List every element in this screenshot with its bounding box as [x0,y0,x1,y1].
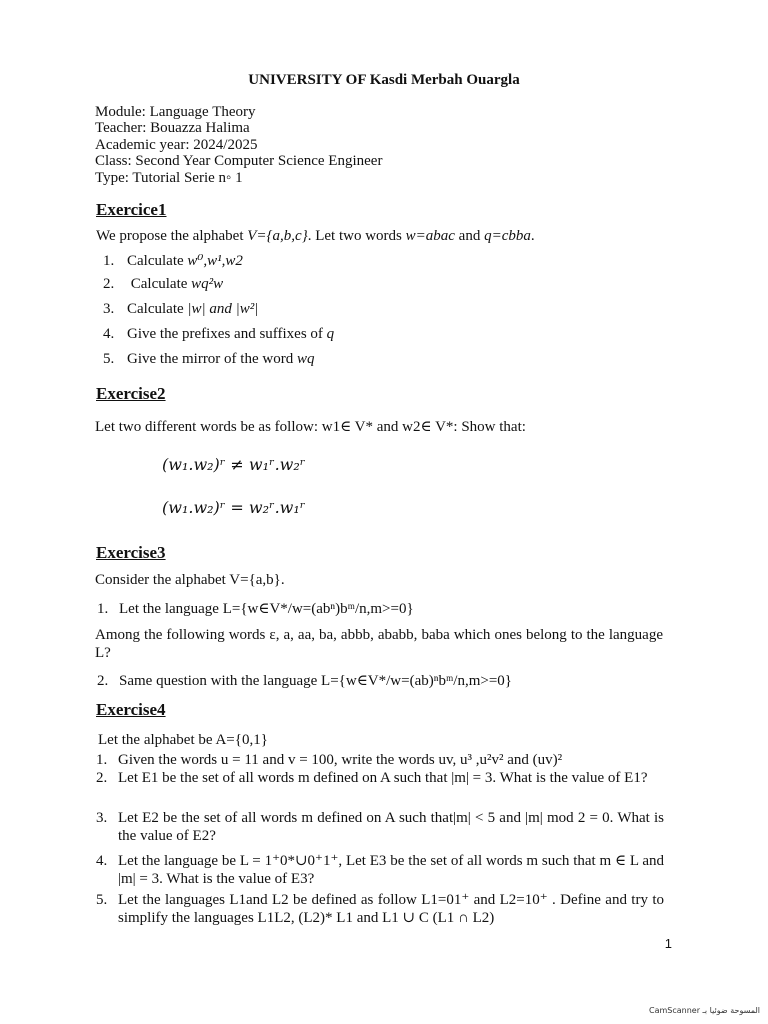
exercise1-item-5: 5. Give the mirror of the word wq [103,351,315,367]
exercise1-item-3: 3. Calculate |w| and |w²| [103,301,259,317]
document-page: UNIVERSITY OF Kasdi Merbah Ouargla Module: Language Theory Teacher: Bouazza Halima Academic year: 2024/2025 Class: Second Year Computer Science Engineer Type: Tutorial Serie n◦ 1 Exercice1 We propose the alphabet V={a,b,c}. Let two words w=abac and q=cbba. 1. Calculate w⁰,w¹,w2 2. Calculate wq²w 3. Calculate |w| and |w²| 4. Give the prefixes and suffixes of q 5. Give the mirror of the word wq Exercise2 Let two different words be as follow: w1∈ V* and w2∈ V*: Show that: (w₁.w₂)ʳ ≠ w₁ʳ.w₂ʳ (w₁.w₂)ʳ = w₂ʳ.w₁ʳ Exercise3 Consider the alphabet V={a,b}. 1. Let the language L={w∈V*/w=(abⁿ)bᵐ/n,m>=0} Among the following words ε, a, aa, ba, abbb, ababb, baba which ones belong to the language L? 2. Same question with the language L={w∈V*/w=(ab)ⁿbᵐ/n,m>=0} Exercise4 Let the alphabet be A={0,1} 1. Given the words u = 11 and v = 100, write the words uv, u³ ,u²v² and (uv)² 2. Let E1 be the set of all words m defined on A such that |m| = 3. What is the value of E1? 3. Let E2 be the set of all words m defined on A such that|m| < 5 and |m| mod 2 = 0. What is the value of E2? 4. Let the language be L = 1⁺0*∪0⁺1⁺, Let E3 be the set of all words m such that m ∈ L and |m| = 3. What is the value of E3? 5. Let the languages L1and L2 be defined as follow L1=01⁺ and L2=10⁺ . Define and try to simplify the languages L1L2, (L2)* L1 and L1 ∪ C (L1 ∩ L2) 1 CamScanner المسوحة ضوئيا بـ [0,0,768,1024]
module-line: Module: Language Theory [95,104,256,120]
exercise1-item-1: 1. Calculate w⁰,w¹,w2 [103,253,243,269]
exercise1-item-4: 4. Give the prefixes and suffixes of q [103,326,335,342]
exercise2-equation-1: (w₁.w₂)ʳ ≠ w₁ʳ.w₂ʳ [162,455,306,474]
exercise1-item-2: 2. Calculate wq²w [103,276,224,292]
exercise1-heading: Exercice1 [96,200,167,219]
exercise3-question-1: 1. Let the language L={w∈V*/w=(abⁿ)bᵐ/n,m>=0} [97,601,414,617]
exercise3-heading: Exercise3 [96,543,166,562]
exercise2-heading: Exercise2 [96,384,166,403]
exercise3-intro: Consider the alphabet V={a,b}. [95,572,285,588]
exercise2-equation-2: (w₁.w₂)ʳ = w₂ʳ.w₁ʳ [162,498,306,517]
exercise4-intro: Let the alphabet be A={0,1} [98,732,268,748]
exercise4-heading: Exercise4 [96,700,166,719]
exercise1-intro: We propose the alphabet V={a,b,c}. Let two words w=abac and q=cbba. [96,228,535,244]
university-title: UNIVERSITY OF Kasdi Merbah Ouargla [248,72,520,88]
exercise3-question-2: 2. Same question with the language L={w∈V*/w=(ab)ⁿbᵐ/n,m>=0} [97,673,512,689]
exercise3-among-text: Among the following words ε, a, aa, ba, abbb, ababb, baba which ones belong to the language L? [95,627,663,661]
exercise2-intro: Let two different words be as follow: w1∈ V* and w2∈ V*: Show that: [95,419,526,435]
teacher-line: Teacher: Bouazza Halima [95,120,250,136]
class-line: Class: Second Year Computer Science Engineer [95,153,383,169]
page-number: 1 [664,936,672,951]
scanner-watermark: CamScanner المسوحة ضوئيا بـ [648,1006,760,1015]
year-line: Academic year: 2024/2025 [95,137,258,153]
type-line: Type: Tutorial Serie n◦ 1 [95,170,243,186]
